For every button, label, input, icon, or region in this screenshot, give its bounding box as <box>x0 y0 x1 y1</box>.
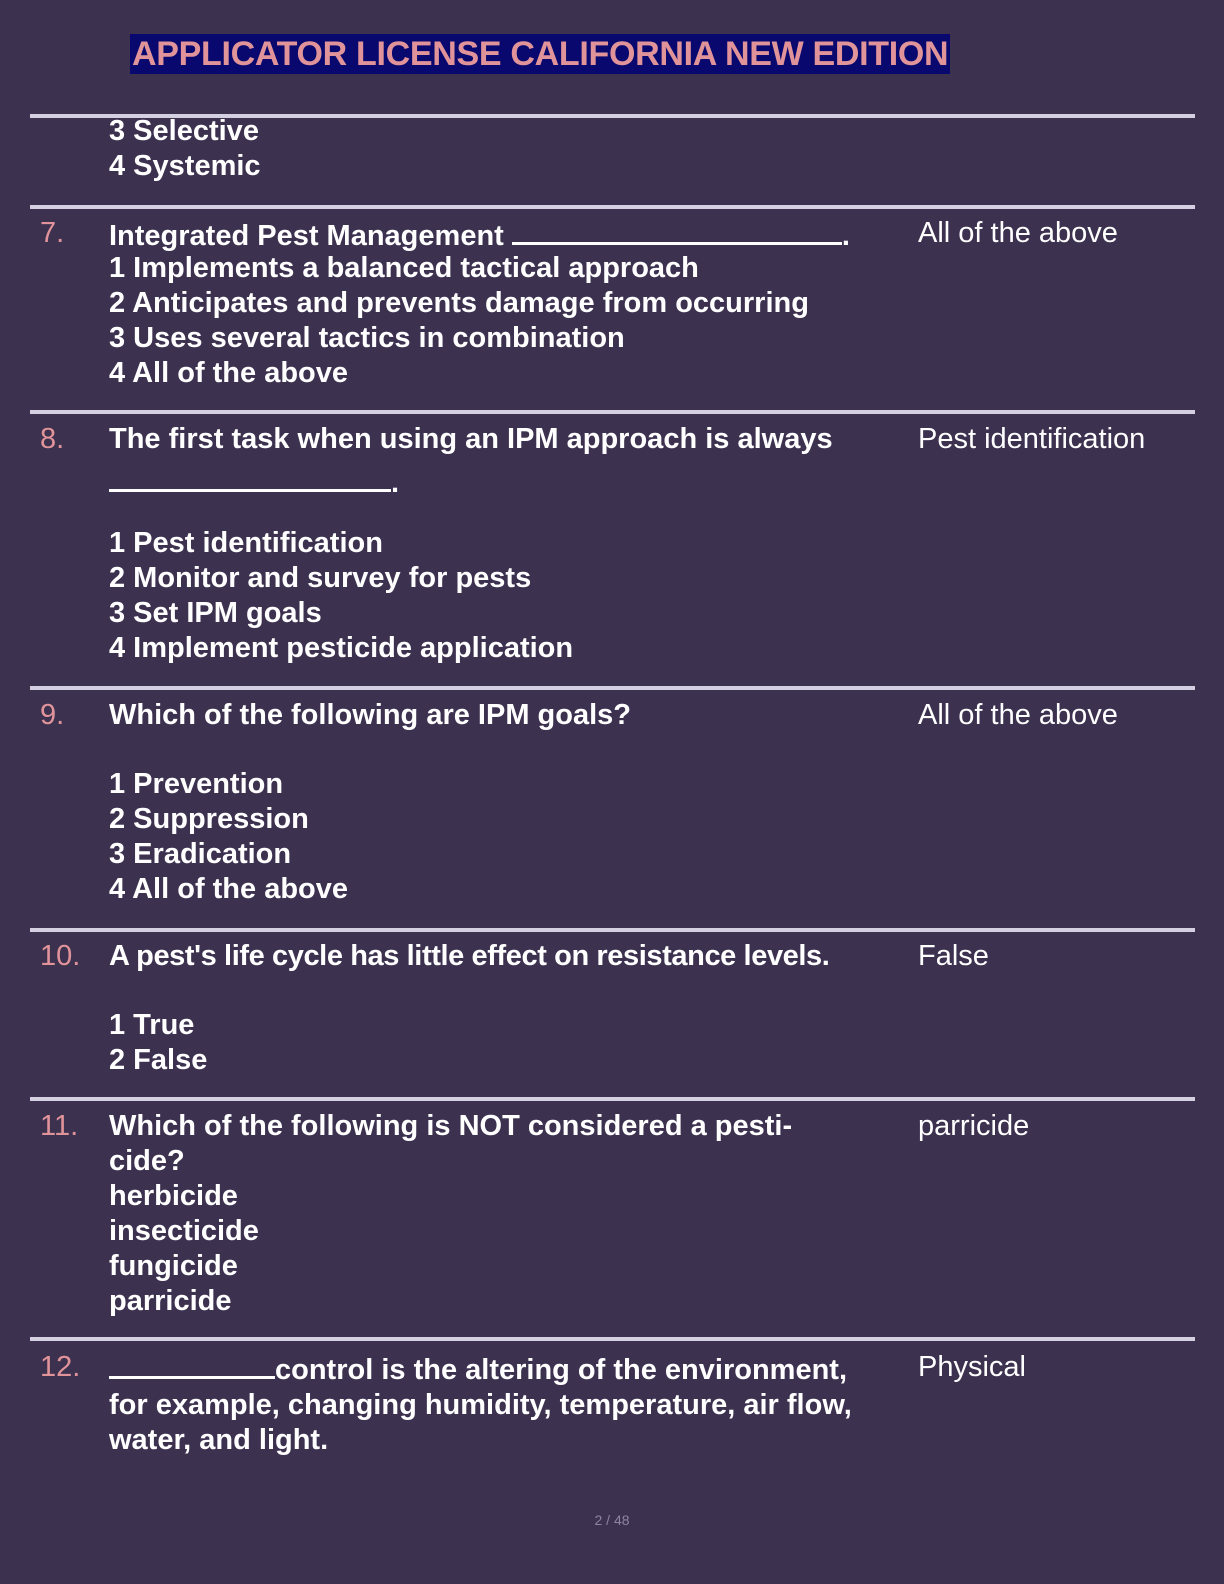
options-list <box>109 251 809 391</box>
divider <box>30 1337 1195 1341</box>
carryover-options <box>109 114 261 184</box>
answer-text: All of the above <box>918 217 1118 249</box>
options-list <box>109 526 573 666</box>
answer-blank <box>109 1350 275 1379</box>
option: 3 Set IPM goals <box>109 597 322 629</box>
option: 2 Monitor and survey for pests <box>109 562 532 594</box>
answer-text: Physical <box>918 1351 1026 1383</box>
page-number: 2 / 48 <box>594 1512 630 1528</box>
option: 1 Prevention <box>109 768 284 800</box>
question-text: Which of the following are IPM goals? <box>109 699 631 731</box>
question-text: The first task when using an IPM approach is always . <box>109 423 833 499</box>
option: 4 All of the above <box>109 873 349 905</box>
question-text: Which of the following is NOT considered a pesti- cide? <box>109 1110 793 1177</box>
divider <box>30 686 1195 690</box>
question-text: A pest's life cycle has little effect on resistance levels. <box>109 940 830 972</box>
option: 2 Anticipates and prevents damage from occurring <box>109 287 809 319</box>
option: 1 Pest identification <box>109 527 383 559</box>
question-number: 9. <box>40 699 65 731</box>
question-text: control is the altering of the environment, for example, changing humidity, temperature, air flow, water, and light. <box>109 1350 909 1458</box>
option: herbicide <box>109 1180 238 1212</box>
option: insecticide <box>109 1215 259 1247</box>
page-title: APPLICATOR LICENSE CALIFORNIA NEW EDITION <box>132 35 949 73</box>
question-number: 7. <box>40 217 65 249</box>
question-text: Integrated Pest Management . <box>109 216 909 254</box>
options-list <box>109 1179 259 1319</box>
answer-text: All of the above <box>918 699 1118 731</box>
option: 4 All of the above <box>109 357 349 389</box>
option: parricide <box>109 1285 232 1317</box>
question-number: 12. <box>40 1351 81 1383</box>
option: 4 Implement pesticide application <box>109 632 574 664</box>
answer-text: Pest identification <box>918 423 1146 455</box>
option: 3 Eradication <box>109 838 292 870</box>
option: 2 False <box>109 1044 208 1076</box>
divider <box>30 1097 1195 1101</box>
option: 3 Selective <box>109 115 259 147</box>
option: 2 Suppression <box>109 803 309 835</box>
divider <box>30 410 1195 414</box>
divider <box>30 928 1195 932</box>
options-list <box>109 767 348 907</box>
option: 3 Uses several tactics in combination <box>109 322 625 354</box>
option: 4 Systemic <box>109 150 261 182</box>
option: fungicide <box>109 1250 238 1282</box>
answer-text: False <box>918 940 989 972</box>
question-number: 11. <box>40 1110 79 1142</box>
option: 1 Implements a balanced tactical approach <box>109 252 699 284</box>
option: 1 True <box>109 1009 195 1041</box>
answer-blank <box>109 463 391 492</box>
options-list <box>109 1008 207 1078</box>
question-number: 10. <box>40 940 81 972</box>
question-number: 8. <box>40 423 65 455</box>
divider <box>30 205 1195 209</box>
answer-text: parricide <box>918 1110 1030 1142</box>
answer-blank <box>512 216 842 245</box>
